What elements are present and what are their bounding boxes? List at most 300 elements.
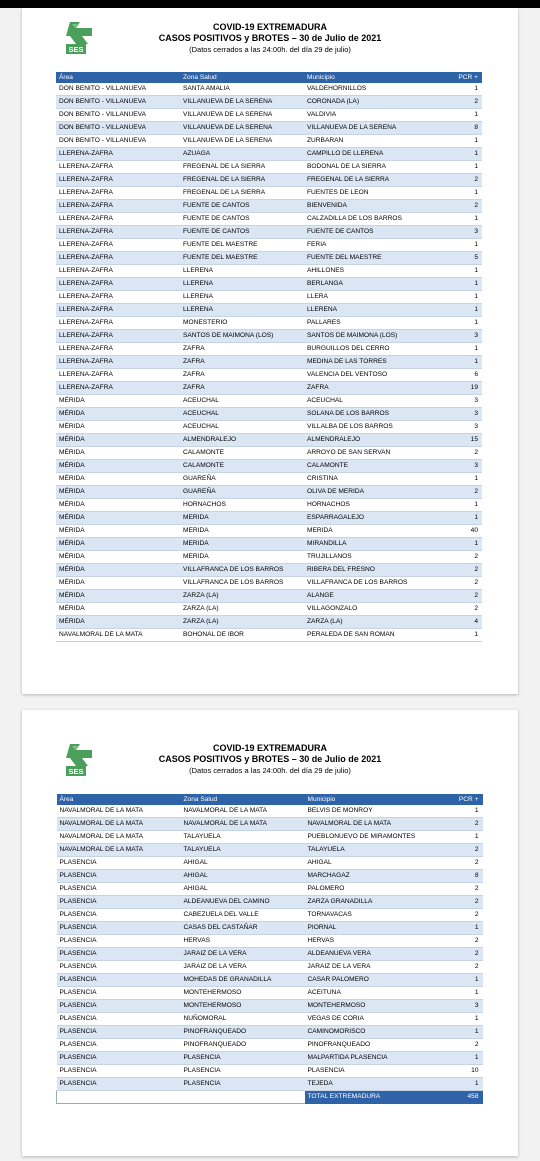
area-cell: PLASENCIA <box>57 883 181 896</box>
municipio-cell: MERIDA <box>304 525 446 538</box>
area-cell: NAVALMORAL DE LA MATA <box>57 818 181 831</box>
col-area: Área <box>57 794 181 805</box>
area-cell: MÉRIDA <box>56 525 180 538</box>
municipio-cell: PINOFRANQUEADO <box>305 1039 447 1052</box>
pcr-cell: 2 <box>446 96 482 109</box>
municipio-cell: FERIA <box>304 239 446 252</box>
municipio-cell: BERLANGA <box>304 278 446 291</box>
table-row <box>56 408 482 421</box>
municipio-cell: CORONADA (LA) <box>304 96 446 109</box>
zona-cell: LLERENA <box>180 265 304 278</box>
municipio-cell: SANTOS DE MAIMONA (LOS) <box>304 330 446 343</box>
area-cell: LLERENA-ZAFRA <box>56 278 180 291</box>
municipio-cell: CALZADILLA DE LOS BARROS <box>304 213 446 226</box>
municipio-cell: CALAMONTE <box>304 460 446 473</box>
table-row <box>56 369 482 382</box>
pcr-cell: 1 <box>446 213 482 226</box>
municipio-cell: PERALEDA DE SAN ROMAN <box>304 629 446 642</box>
municipio-cell: AHILLONES <box>304 265 446 278</box>
pcr-cell: 6 <box>446 369 482 382</box>
table-row <box>56 577 482 590</box>
zona-cell: ZARZA (LA) <box>180 590 304 603</box>
pcr-cell: 1 <box>446 538 482 551</box>
zona-cell: ZAFRA <box>180 369 304 382</box>
area-cell: MÉRIDA <box>56 499 180 512</box>
table-row <box>56 395 482 408</box>
zona-cell: FREGENAL DE LA SIERRA <box>180 187 304 200</box>
table-row <box>57 870 483 883</box>
cases-table-page-1 <box>56 72 482 642</box>
table-row <box>57 1078 483 1091</box>
area-cell: MÉRIDA <box>56 538 180 551</box>
municipio-cell: FUENTE DEL MAESTRE <box>304 252 446 265</box>
area-cell: LLERENA-ZAFRA <box>56 304 180 317</box>
municipio-cell: OLIVA DE MERIDA <box>304 486 446 499</box>
table-row <box>57 896 483 909</box>
area-cell: MÉRIDA <box>56 577 180 590</box>
area-cell: PLASENCIA <box>57 896 181 909</box>
municipio-cell: ALMENDRALEJO <box>304 434 446 447</box>
municipio-cell: TORNAVACAS <box>305 909 447 922</box>
data-note: (Datos cerrados a las 24:00h. del día 29 de julio) <box>189 45 351 54</box>
area-cell: PLASENCIA <box>57 935 181 948</box>
municipio-cell: SOLANA DE LOS BARROS <box>304 408 446 421</box>
area-cell: NAVALMORAL DE LA MATA <box>57 844 181 857</box>
area-cell: PLASENCIA <box>57 857 181 870</box>
total-row <box>57 1091 483 1104</box>
col-pcr: PCR + <box>447 794 483 805</box>
zona-cell: PINOFRANQUEADO <box>181 1026 305 1039</box>
table-row <box>56 421 482 434</box>
table-row <box>56 200 482 213</box>
pcr-cell: 3 <box>446 421 482 434</box>
pcr-cell: 1 <box>446 148 482 161</box>
zona-cell: VILLANUEVA DE LA SERENA <box>180 122 304 135</box>
municipio-cell: ZARZA GRANADILLA <box>305 896 447 909</box>
zona-cell: FUENTE DE CANTOS <box>180 200 304 213</box>
table-row <box>56 538 482 551</box>
pcr-cell: 8 <box>446 122 482 135</box>
zona-cell: LLERENA <box>180 291 304 304</box>
table-row <box>56 499 482 512</box>
table-row <box>56 96 482 109</box>
page-title: COVID-19 EXTREMADURA <box>212 22 327 32</box>
zona-cell: MONTEHERMOSO <box>181 1000 305 1013</box>
area-cell: MÉRIDA <box>56 447 180 460</box>
pcr-cell: 2 <box>446 447 482 460</box>
zona-cell: CASAS DEL CASTAÑAR <box>181 922 305 935</box>
area-cell: PLASENCIA <box>57 987 181 1000</box>
data-note: (Datos cerrados a las 24:00h. del día 29 de julio) <box>189 766 351 775</box>
area-cell: PLASENCIA <box>57 974 181 987</box>
zona-cell: PINOFRANQUEADO <box>181 1039 305 1052</box>
area-cell: NAVALMORAL DE LA MATA <box>57 831 181 844</box>
municipio-cell: PALLARES <box>304 317 446 330</box>
pcr-cell: 3 <box>447 1000 483 1013</box>
area-cell: MÉRIDA <box>56 395 180 408</box>
table-row <box>57 857 483 870</box>
table-row <box>57 831 483 844</box>
pcr-cell: 1 <box>446 265 482 278</box>
area-cell: PLASENCIA <box>57 1000 181 1013</box>
pcr-cell: 1 <box>446 135 482 148</box>
zona-cell: ZAFRA <box>180 343 304 356</box>
area-cell: LLERENA-ZAFRA <box>56 317 180 330</box>
municipio-cell: FUENTE DE CANTOS <box>304 226 446 239</box>
pcr-cell: 2 <box>447 1039 483 1052</box>
municipio-cell: ARROYO DE SAN SERVAN <box>304 447 446 460</box>
table-header-row <box>56 72 482 83</box>
table-row <box>57 1065 483 1078</box>
pcr-cell: 3 <box>446 408 482 421</box>
area-cell: LLERENA-ZAFRA <box>56 213 180 226</box>
svg-text:SES: SES <box>68 767 84 776</box>
table-row <box>57 883 483 896</box>
col-municipio: Municipio <box>304 72 446 83</box>
table-row <box>57 805 483 818</box>
zona-cell: TALAYUELA <box>181 831 305 844</box>
municipio-cell: AHIGAL <box>305 857 447 870</box>
zona-cell: NAVALMORAL DE LA MATA <box>181 818 305 831</box>
municipio-cell: HERVAS <box>305 935 447 948</box>
municipio-cell: ACEUCHAL <box>304 395 446 408</box>
zona-cell: CALAMONTE <box>180 447 304 460</box>
table-row <box>56 135 482 148</box>
pcr-cell: 1 <box>447 974 483 987</box>
col-zona: Zona Salud <box>181 794 305 805</box>
zona-cell: MERIDA <box>180 525 304 538</box>
area-cell: PLASENCIA <box>57 1078 181 1091</box>
area-cell: MÉRIDA <box>56 616 180 629</box>
municipio-cell: VILLAGONZALO <box>304 603 446 616</box>
area-cell: LLERENA-ZAFRA <box>56 265 180 278</box>
municipio-cell: FREGENAL DE LA SIERRA <box>304 174 446 187</box>
table-header-row <box>57 794 483 805</box>
zona-cell: ZARZA (LA) <box>180 603 304 616</box>
total-value: 458 <box>447 1091 483 1104</box>
area-cell: PLASENCIA <box>57 922 181 935</box>
municipio-cell: BURGUILLOS DEL CERRO <box>304 343 446 356</box>
area-cell: PLASENCIA <box>57 909 181 922</box>
table-row <box>57 922 483 935</box>
pcr-cell: 1 <box>446 278 482 291</box>
pcr-cell: 1 <box>446 473 482 486</box>
pcr-cell: 1 <box>446 512 482 525</box>
area-cell: LLERENA-ZAFRA <box>56 174 180 187</box>
zona-cell: FREGENAL DE LA SIERRA <box>180 161 304 174</box>
area-cell: PLASENCIA <box>57 961 181 974</box>
pcr-cell: 1 <box>447 987 483 1000</box>
zona-cell: FUENTE DE CANTOS <box>180 226 304 239</box>
municipio-cell: PLASENCIA <box>305 1065 447 1078</box>
table-row <box>56 564 482 577</box>
col-area: Área <box>56 72 180 83</box>
table-row <box>57 1039 483 1052</box>
table-row <box>56 512 482 525</box>
zona-cell: ALDEANUEVA DEL CAMINO <box>181 896 305 909</box>
zona-cell: MONESTERIO <box>180 317 304 330</box>
table-row <box>56 304 482 317</box>
total-blank-cell <box>57 1091 181 1104</box>
municipio-cell: BELVIS DE MONROY <box>305 805 447 818</box>
pcr-cell: 2 <box>447 883 483 896</box>
table-row <box>56 525 482 538</box>
pcr-cell: 1 <box>447 831 483 844</box>
zona-cell: BOHONAL DE IBOR <box>180 629 304 642</box>
document-page-1 <box>22 8 518 694</box>
zona-cell: PLASENCIA <box>181 1065 305 1078</box>
pcr-cell: 2 <box>446 564 482 577</box>
zona-cell: LLERENA <box>180 304 304 317</box>
municipio-cell: ESPARRAGALEJO <box>304 512 446 525</box>
area-cell: PLASENCIA <box>57 1013 181 1026</box>
table-row <box>57 948 483 961</box>
pcr-cell: 1 <box>446 304 482 317</box>
municipio-cell: MONTEHERMOSO <box>305 1000 447 1013</box>
zona-cell: NUÑOMORAL <box>181 1013 305 1026</box>
page-subtitle: CASOS POSITIVOS y BROTES – 30 de Julio de 2021 <box>158 754 382 764</box>
municipio-cell: ALANGE <box>304 590 446 603</box>
pcr-cell: 2 <box>447 935 483 948</box>
pcr-cell: 1 <box>446 109 482 122</box>
area-cell: DON BENITO - VILLANUEVA <box>56 109 180 122</box>
pcr-cell: 2 <box>446 551 482 564</box>
table-row <box>57 909 483 922</box>
table-row <box>56 616 482 629</box>
table-row <box>56 473 482 486</box>
area-cell: LLERENA-ZAFRA <box>56 239 180 252</box>
area-cell: NAVALMORAL DE LA MATA <box>57 805 181 818</box>
table-row <box>57 935 483 948</box>
table-row <box>56 590 482 603</box>
zona-cell: MERIDA <box>180 512 304 525</box>
pcr-cell: 2 <box>447 818 483 831</box>
municipio-cell: CASAR PALOMERO <box>305 974 447 987</box>
table-row <box>57 1026 483 1039</box>
table-row <box>56 447 482 460</box>
municipio-cell: MALPARTIDA PLASENCIA <box>305 1052 447 1065</box>
municipio-cell: PIORNAL <box>305 922 447 935</box>
municipio-cell: TEJEDA <box>305 1078 447 1091</box>
municipio-cell: VALDIVIA <box>304 109 446 122</box>
pcr-cell: 3 <box>446 395 482 408</box>
cases-table-page-2 <box>56 794 483 1104</box>
col-municipio: Municipio <box>305 794 447 805</box>
zona-cell: AZUAGA <box>180 148 304 161</box>
area-cell: PLASENCIA <box>57 1026 181 1039</box>
zona-cell: FREGENAL DE LA SIERRA <box>180 174 304 187</box>
pcr-cell: 2 <box>446 200 482 213</box>
zona-cell: PLASENCIA <box>181 1078 305 1091</box>
area-cell: PLASENCIA <box>57 1039 181 1052</box>
col-pcr: PCR + <box>446 72 482 83</box>
municipio-cell: TALAYUELA <box>305 844 447 857</box>
area-cell: LLERENA-ZAFRA <box>56 200 180 213</box>
municipio-cell: LLERENA <box>304 304 446 317</box>
municipio-cell: ZURBARAN <box>304 135 446 148</box>
municipio-cell: VILLANUEVA DE LA SERENA <box>304 122 446 135</box>
area-cell: MÉRIDA <box>56 473 180 486</box>
table-row <box>57 1000 483 1013</box>
table-row <box>56 486 482 499</box>
municipio-cell: ZARZA (LA) <box>304 616 446 629</box>
page-title: COVID-19 EXTREMADURA <box>212 743 327 753</box>
municipio-cell: CAMPILLO DE LLERENA <box>304 148 446 161</box>
pcr-cell: 1 <box>446 161 482 174</box>
municipio-cell: RIBERA DEL FRESNO <box>304 564 446 577</box>
pcr-cell: 2 <box>447 857 483 870</box>
area-cell: MÉRIDA <box>56 590 180 603</box>
pcr-cell: 1 <box>446 187 482 200</box>
area-cell: NAVALMORAL DE LA MATA <box>56 629 180 642</box>
zona-cell: GUAREÑA <box>180 473 304 486</box>
table-row <box>56 239 482 252</box>
zona-cell: PLASENCIA <box>181 1052 305 1065</box>
zona-cell: MONTEHERMOSO <box>181 987 305 1000</box>
page-subtitle: CASOS POSITIVOS y BROTES – 30 de Julio de 2021 <box>158 33 382 43</box>
top-black-bar <box>0 0 540 8</box>
area-cell: LLERENA-ZAFRA <box>56 148 180 161</box>
municipio-cell: MIRANDILLA <box>304 538 446 551</box>
area-cell: DON BENITO - VILLANUEVA <box>56 122 180 135</box>
zona-cell: ACEUCHAL <box>180 408 304 421</box>
zona-cell: FUENTE DE CANTOS <box>180 213 304 226</box>
pcr-cell: 1 <box>447 1078 483 1091</box>
zona-cell: HORNACHOS <box>180 499 304 512</box>
zona-cell: JARAIZ DE LA VERA <box>181 948 305 961</box>
area-cell: DON BENITO - VILLANUEVA <box>56 96 180 109</box>
zona-cell: MERIDA <box>180 538 304 551</box>
pcr-cell: 2 <box>446 174 482 187</box>
zona-cell: AHIGAL <box>181 883 305 896</box>
area-cell: MÉRIDA <box>56 603 180 616</box>
area-cell: MÉRIDA <box>56 434 180 447</box>
pcr-cell: 1 <box>447 805 483 818</box>
municipio-cell: NAVALMORAL DE LA MATA <box>305 818 447 831</box>
area-cell: PLASENCIA <box>57 1052 181 1065</box>
area-cell: LLERENA-ZAFRA <box>56 161 180 174</box>
pcr-cell: 1 <box>446 239 482 252</box>
total-label: TOTAL EXTREMADURA <box>305 1091 447 1104</box>
table-row <box>57 818 483 831</box>
table-row <box>57 844 483 857</box>
area-cell: LLERENA-ZAFRA <box>56 291 180 304</box>
pcr-cell: 4 <box>446 616 482 629</box>
area-cell: LLERENA-ZAFRA <box>56 330 180 343</box>
area-cell: LLERENA-ZAFRA <box>56 356 180 369</box>
table-row <box>56 330 482 343</box>
area-cell: LLERENA-ZAFRA <box>56 226 180 239</box>
pcr-cell: 1 <box>446 83 482 96</box>
pcr-cell: 5 <box>446 252 482 265</box>
municipio-cell: VALENCIA DEL VENTOSO <box>304 369 446 382</box>
area-cell: LLERENA-ZAFRA <box>56 187 180 200</box>
table-row <box>57 987 483 1000</box>
table-row <box>56 83 482 96</box>
municipio-cell: JARAIZ DE LA VERA <box>305 961 447 974</box>
municipio-cell: ACEITUNA <box>305 987 447 1000</box>
area-cell: DON BENITO - VILLANUEVA <box>56 135 180 148</box>
table-row <box>56 356 482 369</box>
zona-cell: ALMENDRALEJO <box>180 434 304 447</box>
pcr-cell: 2 <box>446 590 482 603</box>
zona-cell: VILLANUEVA DE LA SERENA <box>180 135 304 148</box>
pcr-cell: 2 <box>447 961 483 974</box>
table-row <box>57 1013 483 1026</box>
area-cell: MÉRIDA <box>56 460 180 473</box>
zona-cell: AHIGAL <box>181 857 305 870</box>
zona-cell: AHIGAL <box>181 870 305 883</box>
pcr-cell: 3 <box>446 460 482 473</box>
municipio-cell: VILLALBA DE LOS BARROS <box>304 421 446 434</box>
municipio-cell: MARCHAGAZ <box>305 870 447 883</box>
document-header <box>22 743 518 776</box>
pcr-cell: 1 <box>446 317 482 330</box>
zona-cell: VILLAFRANCA DE LOS BARROS <box>180 564 304 577</box>
pcr-cell: 2 <box>447 844 483 857</box>
zona-cell: JARAIZ DE LA VERA <box>181 961 305 974</box>
pcr-cell: 2 <box>446 603 482 616</box>
zona-cell: GUAREÑA <box>180 486 304 499</box>
document-page-2 <box>22 710 518 1156</box>
zona-cell: NAVALMORAL DE LA MATA <box>181 805 305 818</box>
pcr-cell: 1 <box>447 1052 483 1065</box>
table-row <box>56 460 482 473</box>
zona-cell: MERIDA <box>180 551 304 564</box>
area-cell: LLERENA-ZAFRA <box>56 252 180 265</box>
pcr-cell: 1 <box>447 922 483 935</box>
area-cell: MÉRIDA <box>56 512 180 525</box>
zona-cell: VILLANUEVA DE LA SERENA <box>180 109 304 122</box>
table-row <box>56 551 482 564</box>
table-row <box>56 629 482 642</box>
municipio-cell: LLERA <box>304 291 446 304</box>
pcr-cell: 2 <box>446 486 482 499</box>
area-cell: LLERENA-ZAFRA <box>56 369 180 382</box>
area-cell: MÉRIDA <box>56 421 180 434</box>
zona-cell: VILLANUEVA DE LA SERENA <box>180 96 304 109</box>
municipio-cell: ALDEANUEVA VERA <box>305 948 447 961</box>
pcr-cell: 1 <box>447 1013 483 1026</box>
municipio-cell: VILLAFRANCA DE LOS BARROS <box>304 577 446 590</box>
pcr-cell: 8 <box>447 870 483 883</box>
area-cell: PLASENCIA <box>57 1065 181 1078</box>
municipio-cell: TRUJILLANOS <box>304 551 446 564</box>
zona-cell: LLERENA <box>180 278 304 291</box>
municipio-cell: PALOMERO <box>305 883 447 896</box>
pcr-cell: 3 <box>446 330 482 343</box>
municipio-cell: VALDEHORNILLOS <box>304 83 446 96</box>
pcr-cell: 2 <box>447 948 483 961</box>
zona-cell: FUENTE DEL MAESTRE <box>180 252 304 265</box>
municipio-cell: CRISTINA <box>304 473 446 486</box>
zona-cell: ACEUCHAL <box>180 395 304 408</box>
municipio-cell: CAMINOMORISCO <box>305 1026 447 1039</box>
zona-cell: CABEZUELA DEL VALLE <box>181 909 305 922</box>
table-row <box>56 603 482 616</box>
area-cell: MÉRIDA <box>56 564 180 577</box>
pcr-cell: 19 <box>446 382 482 395</box>
area-cell: DON BENITO - VILLANUEVA <box>56 83 180 96</box>
pcr-cell: 2 <box>447 909 483 922</box>
municipio-cell: MEDINA DE LAS TORRES <box>304 356 446 369</box>
document-header <box>22 22 518 55</box>
municipio-cell: HORNACHOS <box>304 499 446 512</box>
svg-text:SES: SES <box>68 45 84 54</box>
zona-cell: VILLAFRANCA DE LOS BARROS <box>180 577 304 590</box>
zona-cell: FUENTE DEL MAESTRE <box>180 239 304 252</box>
table-row <box>56 161 482 174</box>
